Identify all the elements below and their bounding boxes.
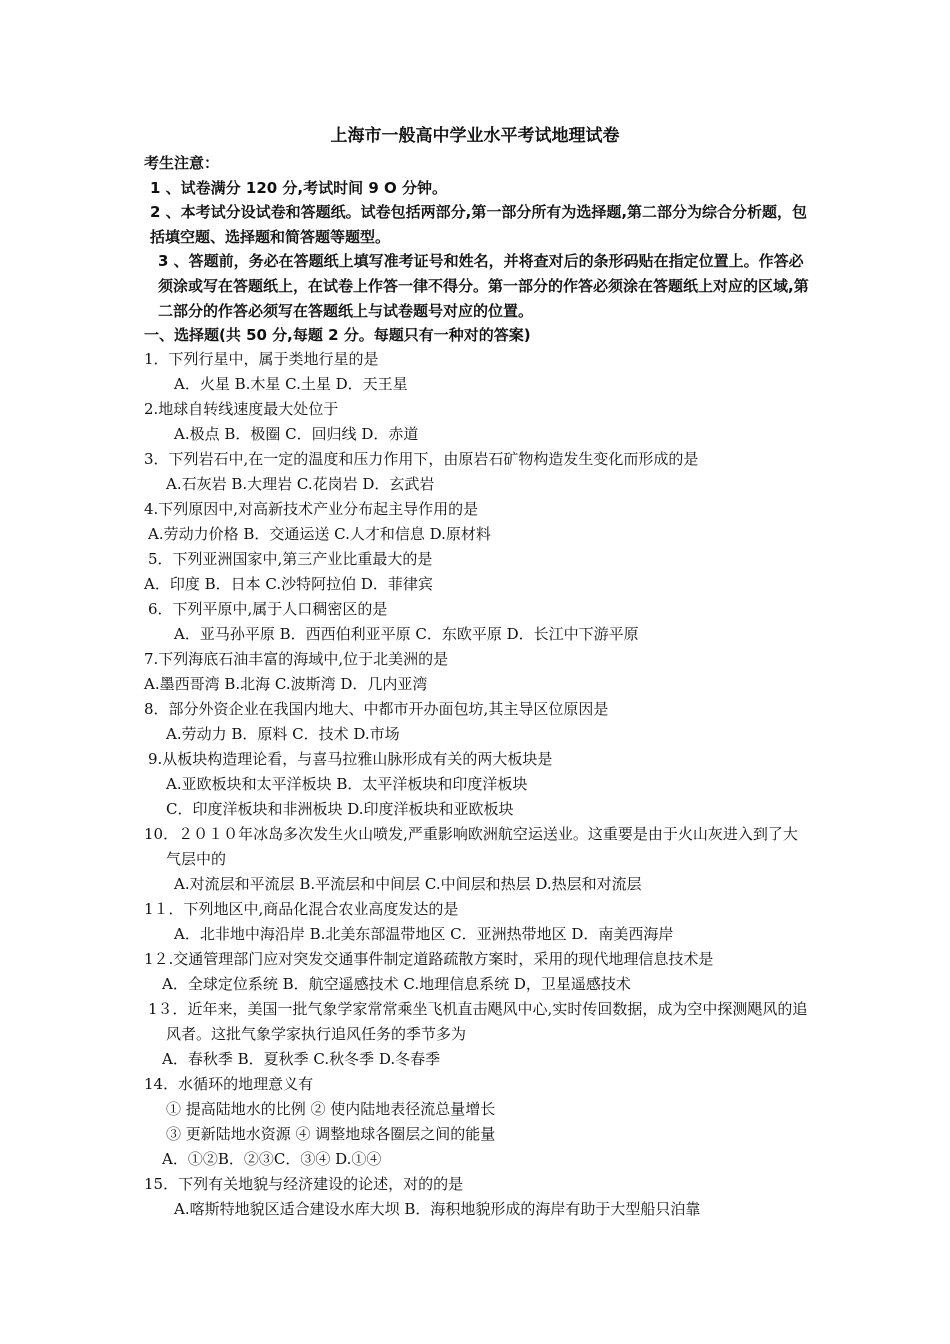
question-12-options: A．全球定位系统 B．航空遥感技术 C.地理信息系统 D，卫星遥感技术 [162,975,631,993]
question-6: 6．下列平原中,属于人口稠密区的是 [148,600,388,618]
question-5: 5．下列亚洲国家中,第三产业比重最大的是 [148,550,433,568]
question-3: 3．下列岩石中,在一定的温度和压力作用下，由原岩石矿物构造发生变化而形成的是 [144,450,699,468]
question-2: 2.地球自转线速度最大处位于 [144,400,339,418]
section-heading: 一、选择题(共 50 分,每题 2 分。每题只有一种对的答案) [144,326,531,345]
question-10: 10．２０１０年冰岛多次发生火山喷发,严重影响欧洲航空运送业。这重要是由于火山灰进入到了大气层中的 [144,825,798,868]
question-4: 4.下列原因中,对高新技术产业分布起主导作用的是 [144,500,479,518]
question-2-options: A.极点 B．极圈 C．回归线 D．赤道 [174,425,419,443]
question-13: 1３．近年来，美国一批气象学家常常乘坐飞机直击飓风中心,实时传回数据，成为空中探测飓风的追风者。这批气象学家执行追风任务的季节多为 [148,1000,808,1043]
question-1-options: A．火星 B.木星 C.土星 D．天王星 [174,375,408,393]
question-8-options: A.劳动力 B．原料 C．技术 D.市场 [166,725,400,743]
question-7-options: A.墨西哥湾 B.北海 C.波斯湾 D．几内亚湾 [144,675,428,693]
question-9-options-cd: C．印度洋板块和非洲板块 D.印度洋板块和亚欧板块 [166,800,514,818]
notice-heading: 考生注意： [144,154,220,172]
question-14-options: A．①②B．②③C．③④ D.①④ [162,1150,382,1168]
question-11: 1１．下列地区中,商品化混合农业高度发达的是 [144,900,459,918]
question-9: 9.从板块构造理论看，与喜马拉雅山脉形成有关的两大板块是 [148,750,553,768]
question-13-options: A．春秋季 B．夏秋季 C.秋冬季 D.冬春季 [162,1050,441,1068]
question-15-options: A.喀斯特地貌区适合建设水库大坝 B．海积地貌形成的海岸有助于大型船只泊靠 [174,1200,701,1218]
question-4-options: A.劳动力价格 B．交通运送 C.人才和信息 D.原材料 [148,525,491,543]
question-6-options: A．亚马孙平原 B．西西伯利亚平原 C．东欧平原 D．长江中下游平原 [174,625,639,643]
question-5-options: A．印度 B．日本 C.沙特阿拉伯 D．菲律宾 [144,575,433,593]
question-10-options: A.对流层和平流层 B.平流层和中间层 C.中间层和热层 D.热层和对流层 [174,875,642,893]
page-title: 上海市一般高中学业水平考试地理试卷 [330,126,620,146]
question-7: 7.下列海底石油丰富的海域中,位于北美洲的是 [144,650,449,668]
question-1: 1．下列行星中，属于类地行星的是 [144,350,379,368]
question-list [144,347,810,1222]
exam-notice [144,151,810,348]
question-11-options: A．北非地中海沿岸 B.北美东部温带地区 C．亚洲热带地区 D．南美西海岸 [174,925,674,943]
question-9-options-ab: A.亚欧板块和太平洋板块 B．太平洋板块和印度洋板块 [166,775,528,793]
question-14: 14．水循环的地理意义有 [144,1075,314,1093]
notice-item-1: 1 、试卷满分 120 分,考试时间 9 O 分钟。 [150,178,447,197]
question-8: 8．部分外资企业在我国内地大、中都市开办面包坊,其主导区位原因是 [144,700,609,718]
question-14-items-1-2: ① 提高陆地水的比例 ② 使内陆地表径流总量增长 [166,1100,496,1118]
notice-item-3: 3 、答题前，务必在答题纸上填写准考证号和姓名，并将查对后的条形码贴在指定位置上。作答必须涂或写在答题纸上，在试卷上作答一律不得分。第一部分的作答必须涂在答题纸上对应的区域,第二部分的作答必须写在答题纸上与试卷题号对应的位置。 [158,252,809,320]
question-12: 1２.交通管理部门应对突发交通事件制定道路疏散方案时，采用的现代地理信息技术是 [144,950,714,968]
notice-item-2: 2 、本考试分设试卷和答题纸。试卷包括两部分,第一部分所有为选择题,第二部分为综合分析题，包括填空题、选择题和简答题等题型。 [150,203,808,246]
question-3-options: A.石灰岩 B.大理岩 C.花岗岩 D．玄武岩 [166,475,435,493]
question-15: 15．下列有关地貌与经济建设的论述，对的的是 [144,1175,464,1193]
question-14-items-3-4: ③ 更新陆地水资源 ④ 调整地球各圈层之间的能量 [166,1125,496,1143]
